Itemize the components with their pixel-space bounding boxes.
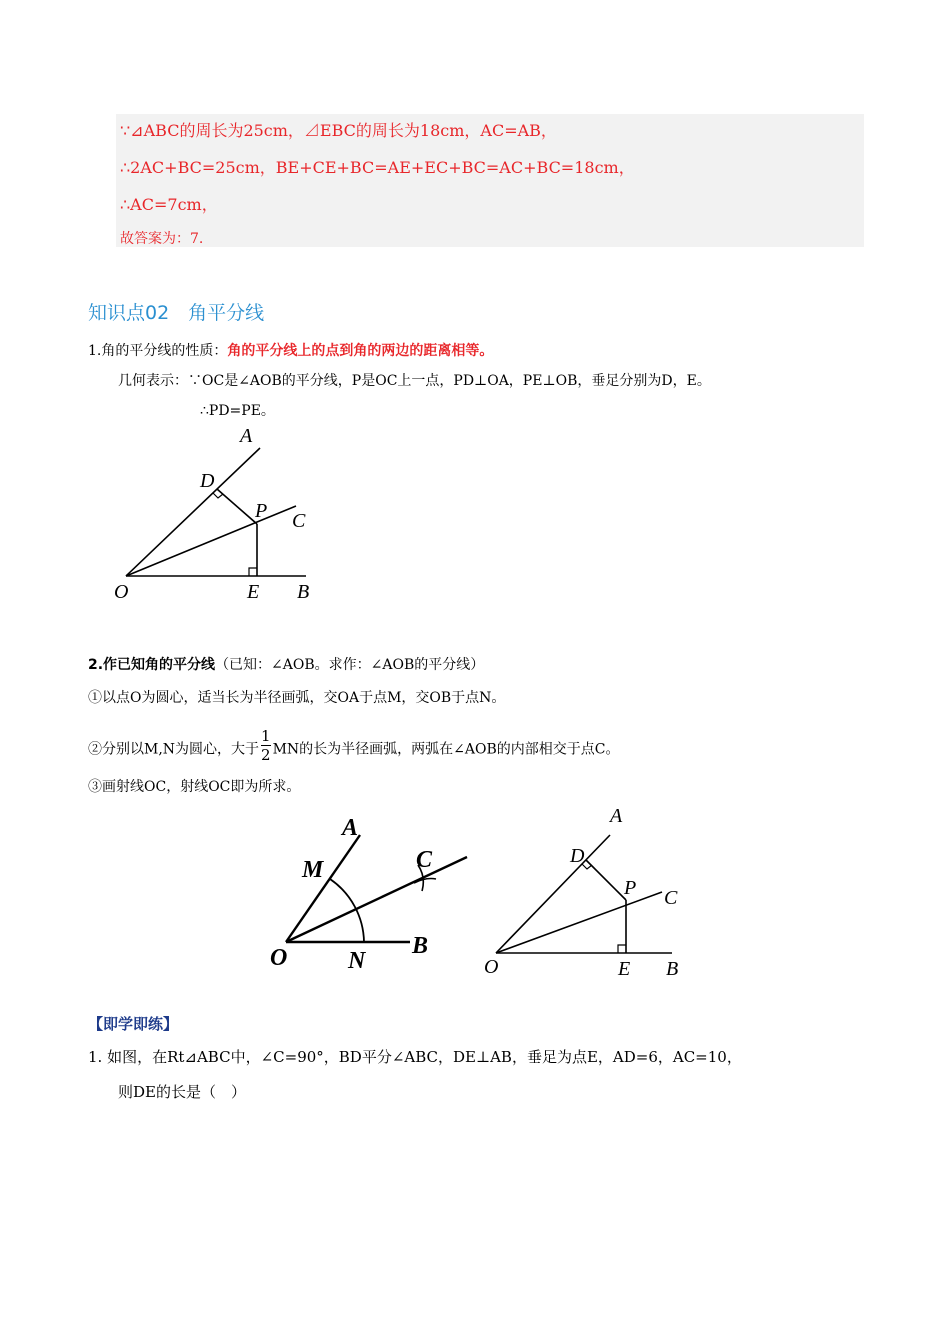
question-1-line-1: 1. 如图，在Rt⊿ABC中，∠C=90°，BD平分∠ABC，DE⊥AB，垂足为点E，AD=6，AC=10， [88, 1048, 742, 1066]
ray-oc [126, 506, 296, 576]
label-d: D [200, 470, 215, 492]
label-o: O [114, 581, 129, 603]
label-p: P [624, 877, 637, 899]
step-2-part-b: MN的长为半径画弧，两弧在∠AOB的内部相交于点C。 [272, 741, 620, 758]
label-o: O [270, 945, 288, 971]
label-n: N [348, 948, 366, 974]
property-statement: 角的平分线上的点到角的两边的距离相等。 [227, 343, 494, 359]
construction-figure [260, 805, 480, 975]
solution-line-1: ∵⊿ABC的周长为25cm，⊿EBC的周长为18cm，AC=AB， [120, 121, 557, 140]
fraction-numerator: 1 [261, 727, 271, 745]
construction-given: （已知：∠AOB。求作：∠AOB的平分线） [215, 657, 485, 673]
geometry-line-1: 几何表示：∵OC是∠AOB的平分线，P是OC上一点，PD⊥OA，PE⊥OB，垂足分别为D，E。 [118, 373, 711, 389]
angle-bisector-figure-2 [476, 800, 696, 985]
label-c: C [664, 887, 678, 909]
step-2-part-a: ②分别以M,N为圆心，大于 [88, 741, 260, 758]
right-angle-e [618, 945, 626, 953]
solution-line-2: ∴2AC+BC=25cm，BE+CE+BC=AE+EC+BC=AC+BC=18cm， [120, 158, 635, 177]
ray-oa [496, 835, 610, 953]
label-c: C [292, 510, 306, 532]
construction-title: 2.作已知角的平分线 [88, 657, 216, 673]
angle-bisector-figure [100, 420, 340, 610]
label-c: C [416, 847, 433, 873]
label-a: A [610, 805, 623, 827]
right-angle-e [249, 568, 257, 576]
question-1-line-2: 则DE的长是（ ） [118, 1083, 246, 1101]
ray-oa [126, 448, 260, 576]
solution-line-3: ∴AC=7cm， [120, 195, 218, 214]
property-line [88, 340, 493, 360]
label-a: A [342, 815, 359, 841]
segment-pd [586, 860, 626, 900]
label-b: B [666, 958, 679, 980]
label-e: E [247, 581, 260, 603]
construction-step-2 [88, 727, 620, 768]
label-d: D [570, 845, 585, 867]
practice-header: 【即学即练】 [88, 1015, 179, 1033]
label-b: B [297, 581, 310, 603]
section-title: 知识点02 角平分线 [88, 302, 265, 324]
arc-mn [330, 879, 364, 942]
label-b: B [412, 933, 429, 959]
construction-step-3: ③画射线OC，射线OC即为所求。 [88, 779, 301, 795]
construction-step-1: ①以点O为圆心，适当长为半径画弧，交OA于点M，交OB于点N。 [88, 690, 506, 706]
property-prefix: 1.角的平分线的性质： [88, 343, 228, 359]
label-a: A [240, 425, 253, 447]
label-e: E [618, 958, 631, 980]
fraction-denominator: 2 [261, 746, 271, 764]
construction-title-line [88, 654, 484, 674]
label-p: P [255, 500, 268, 522]
fraction [261, 727, 271, 764]
geometry-line-2: ∴PD=PE。 [200, 403, 275, 419]
label-m: M [302, 857, 324, 883]
ray-oc [496, 892, 662, 953]
solution-line-4: 故答案为：7. [120, 231, 204, 247]
label-o: O [484, 956, 499, 978]
